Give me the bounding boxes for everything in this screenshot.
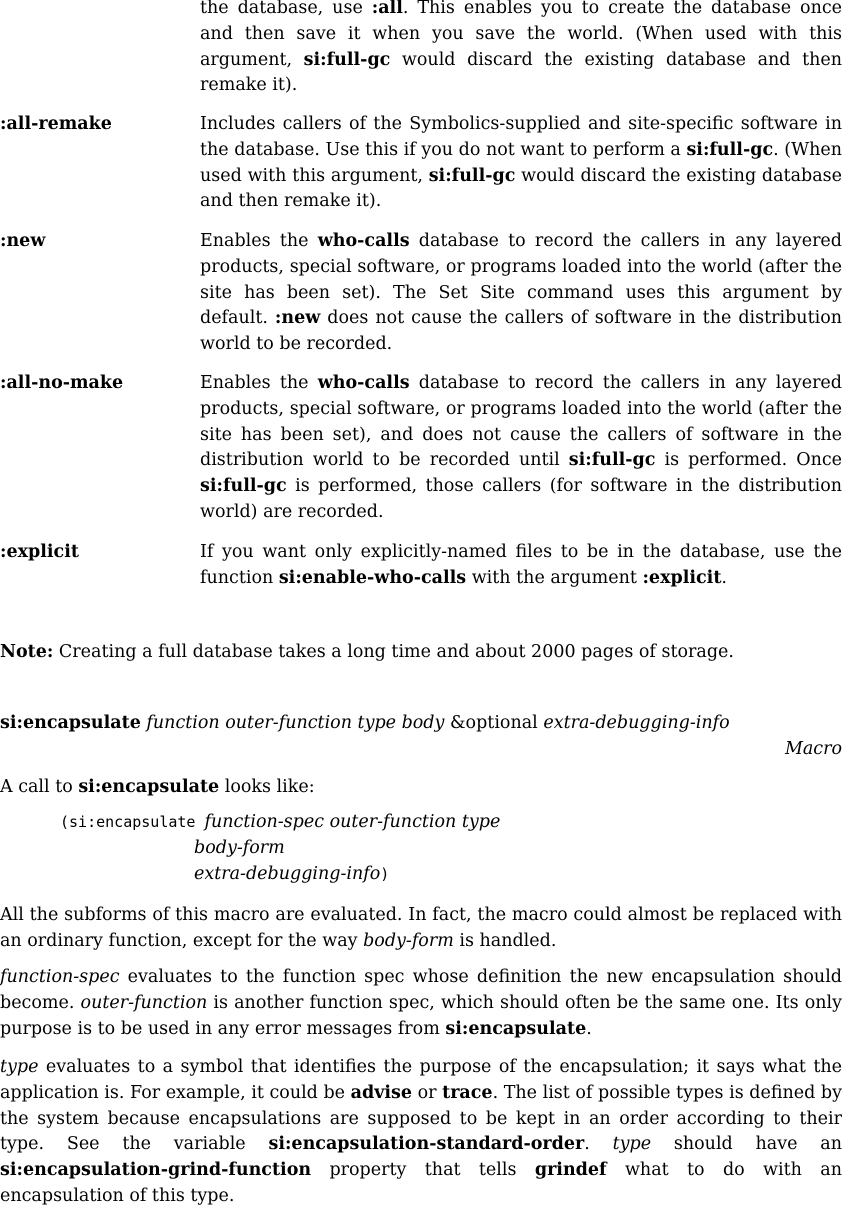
arg-term: :all-no-make <box>0 373 124 393</box>
arg-entry-new <box>0 229 842 358</box>
arg-term: :all-remake <box>0 114 112 134</box>
macro-signature <box>0 711 842 763</box>
macro-kind: Macro <box>784 738 842 759</box>
note-paragraph: Note: Creating a full database takes a long time and about 2000 pages of storage. <box>0 642 734 662</box>
arg-entry-all-remake <box>0 112 842 215</box>
code-example <box>60 810 500 887</box>
code-line-1: (si:encapsulate function-spec outer-function type <box>60 812 501 832</box>
arg-term: :new <box>0 231 46 251</box>
body-paragraph-1: All the subforms of this macro are evaluated. In fact, the macro could almost be replaced with an ordinary function, except for the way body-form is handled. <box>0 905 842 951</box>
arg-description: If you want only explicitly-named files to be in the database, use the function si:enable-who-calls with the argument :explicit. <box>200 542 842 588</box>
arg-description: Enables the who-calls database to record the callers in any layered products, special software, or programs loaded into the world (after the site has been set). The Set Site command uses this argument by default. :new does not cause the callers of software in the distribution world to be recorded. <box>200 231 843 355</box>
body-paragraph-3: type evaluates to a symbol that identifies the purpose of the encapsulation; it says what the application is. For example, it could be advise or trace. The list of possible types is defined by the system because encapsulations are supposed to be kept in an order according to their type. See the variable si:encapsulation-standard-order. type should have an si:encapsulation-grind-function property that tells grindef what to do with an encapsulation of this type. <box>0 1057 843 1206</box>
body-paragraph-2: function-spec evaluates to the function spec whose definition the new encapsulation should become. outer-function is another function spec, which should often be the same one. Its only purpose is to be used in any error messages from si:encapsulate. <box>0 967 842 1039</box>
arg-entry-all-no-make <box>0 371 842 526</box>
code-line-3: extra-debugging-info) <box>194 863 390 884</box>
call-intro-paragraph: A call to si:encapsulate looks like: <box>0 777 315 797</box>
macro-name: si:encapsulate <box>0 713 141 733</box>
macro-args: function outer-function type body <box>146 713 445 733</box>
macro-optional-keyword: &optional <box>449 713 538 733</box>
macro-optional-args: extra-debugging-info <box>543 713 730 733</box>
arg-entry-explicit <box>0 540 842 592</box>
arg-description: Includes callers of the Symbolics-supplied and site-specific software in the database. Use this if you do not want to perform a si:full-gc. (When used with this argument, si:full-gc would discard the existing database and then remake it). <box>200 114 842 212</box>
macro-kind-line <box>0 737 842 763</box>
arg-term: :explicit <box>0 542 79 562</box>
macro-signature-line <box>0 711 842 737</box>
arg-description: Enables the who-calls database to record the callers in any layered products, special software, or programs loaded into the world (after the site has been set), and does not cause the callers of software in the distribution world to be recorded until si:full-gc is performed. Once si:full-gc is performed, those callers (for software in the distribution world) are recorded. <box>200 373 842 522</box>
continuation-paragraph: the database, use :all. This enables you to create the database once and then save it when you save the world. (When used with this argument, si:full-gc would discard the existing database and then remake it). <box>200 0 843 96</box>
code-line-2: body-form <box>194 837 285 858</box>
